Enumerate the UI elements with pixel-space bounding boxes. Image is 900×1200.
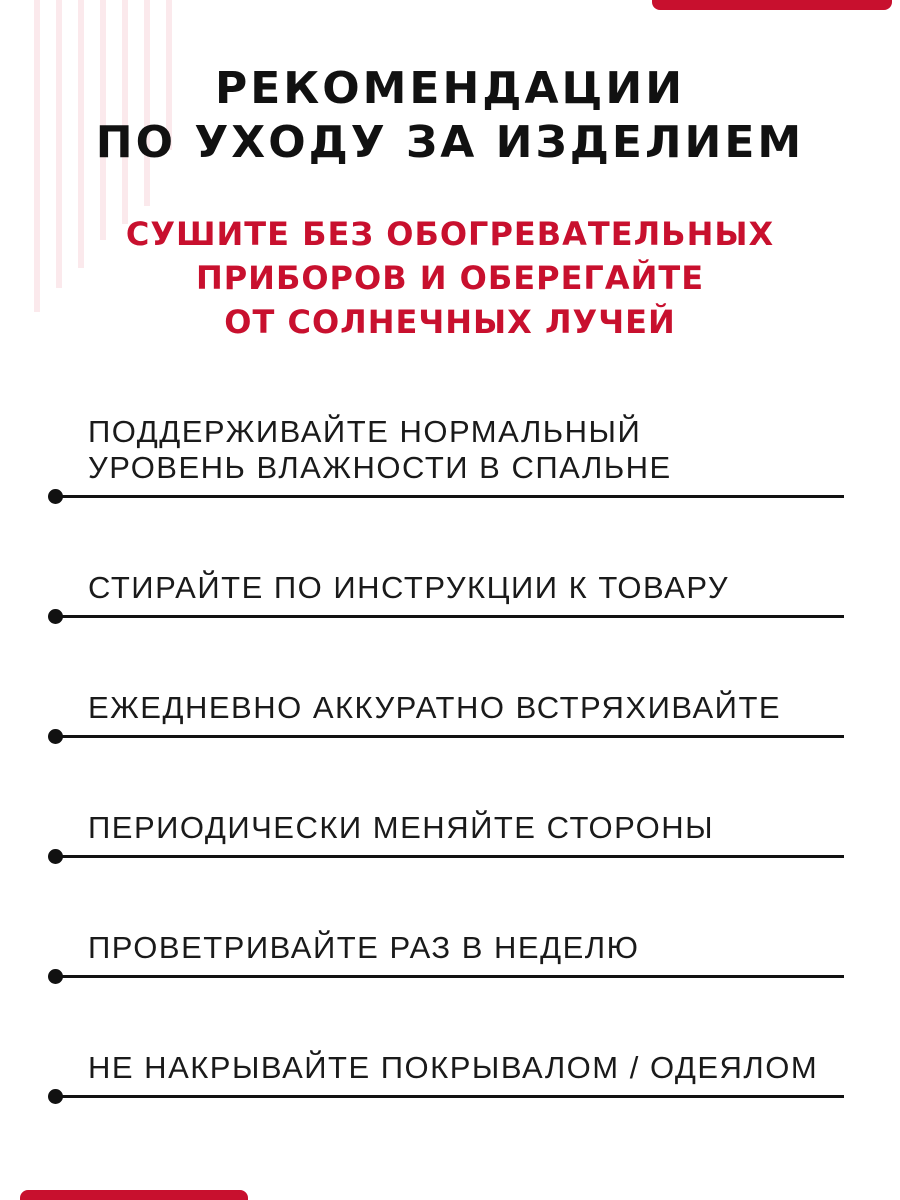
tip-line: ПРОВЕТРИВАЙТЕ РАЗ В НЕДЕЛЮ	[88, 930, 640, 965]
tip-line: ЕЖЕДНЕВНО АККУРАТНО ВСТРЯХИВАЙТЕ	[88, 690, 782, 725]
divider-line	[56, 1095, 844, 1098]
tip-text	[88, 1050, 868, 1086]
title-line-2: ПО УХОДУ ЗА ИЗДЕЛИЕМ	[95, 117, 805, 168]
warning-line-3: ОТ СОЛНЕЧНЫХ ЛУЧЕЙ	[224, 303, 676, 341]
warning-line-1: СУШИТЕ БЕЗ ОБОГРЕВАТЕЛЬНЫХ	[125, 215, 775, 253]
tip-line: НЕ НАКРЫВАЙТЕ ПОКРЫВАЛОМ / ОДЕЯЛОМ	[88, 1050, 819, 1085]
tip-line: ПОДДЕРЖИВАЙТЕ НОРМАЛЬНЫЙ	[88, 414, 642, 449]
tip-line: СТИРАЙТЕ ПО ИНСТРУКЦИИ К ТОВАРУ	[88, 570, 730, 605]
title-line-1: РЕКОМЕНДАЦИИ	[214, 63, 686, 114]
tip-line: УРОВЕНЬ ВЛАЖНОСТИ В СПАЛЬНЕ	[88, 450, 672, 485]
bullet-dot-icon	[48, 1089, 63, 1104]
tip-line: ПЕРИОДИЧЕСКИ МЕНЯЙТЕ СТОРОНЫ	[88, 810, 715, 845]
warning-line-2: ПРИБОРОВ И ОБЕРЕГАЙТЕ	[195, 259, 705, 297]
